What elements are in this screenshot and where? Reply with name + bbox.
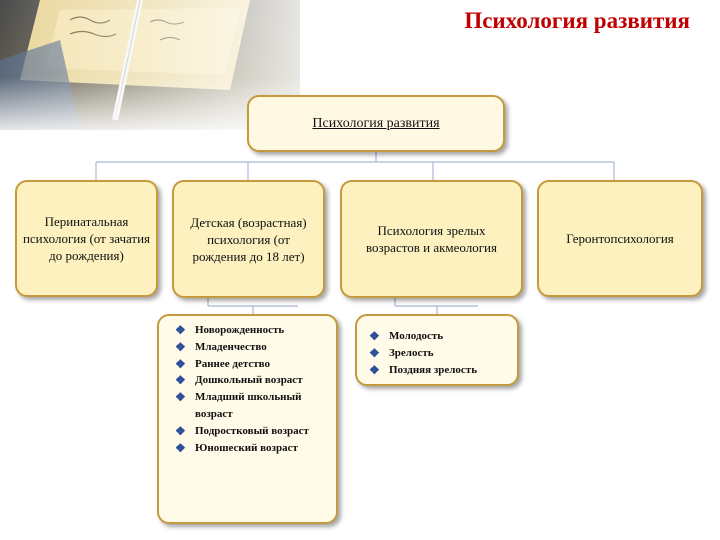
list-item: ❖ Новорожденность <box>175 323 285 337</box>
adult-periods-list <box>355 314 519 386</box>
list-item: ❖ Младенчество <box>175 339 267 354</box>
node-geronto-label: Геронтопсихология <box>566 231 674 246</box>
node-perinatal <box>15 180 158 297</box>
node-perinatal-label: Перинатальная психология (от зачатия до рождения) <box>22 214 151 263</box>
diamond-bullet-icon: ❖ <box>369 362 380 377</box>
child-periods-list <box>157 314 338 524</box>
slide-title: Психология развития <box>464 8 690 33</box>
list-item: ❖ Дошкольный возраст <box>175 373 303 388</box>
node-adult-psychology <box>340 180 523 298</box>
diamond-bullet-icon: ❖ <box>369 345 380 360</box>
node-child-psychology <box>172 180 325 298</box>
list-item: ❖ Раннее детство <box>175 356 271 371</box>
node-child-label: Детская (возрастная) психология (от рождения до 18 лет) <box>190 214 307 264</box>
list-item: ❖ Младший школьный возраст <box>175 390 302 420</box>
node-gerontopsychology <box>537 180 703 297</box>
diamond-bullet-icon: ❖ <box>175 323 186 337</box>
list-item: ❖ Поздняя зрелость <box>369 362 478 377</box>
diamond-bullet-icon: ❖ <box>175 356 186 371</box>
diamond-bullet-icon: ❖ <box>369 329 380 343</box>
root-label: Психология развития <box>312 116 440 131</box>
diamond-bullet-icon: ❖ <box>175 390 186 405</box>
list-item: ❖ Зрелость <box>369 345 434 360</box>
diamond-bullet-icon: ❖ <box>175 339 186 354</box>
list-item: ❖ Молодость <box>369 329 444 343</box>
root-node <box>247 95 505 152</box>
diamond-bullet-icon: ❖ <box>175 440 186 455</box>
list-item: ❖ Юношеский возраст <box>175 440 298 455</box>
node-adult-label: Психология зрелых возрастов и акмеология <box>366 223 497 255</box>
diamond-bullet-icon: ❖ <box>175 373 186 388</box>
diamond-bullet-icon: ❖ <box>175 423 186 438</box>
list-item: ❖ Подростковый возраст <box>175 423 309 438</box>
